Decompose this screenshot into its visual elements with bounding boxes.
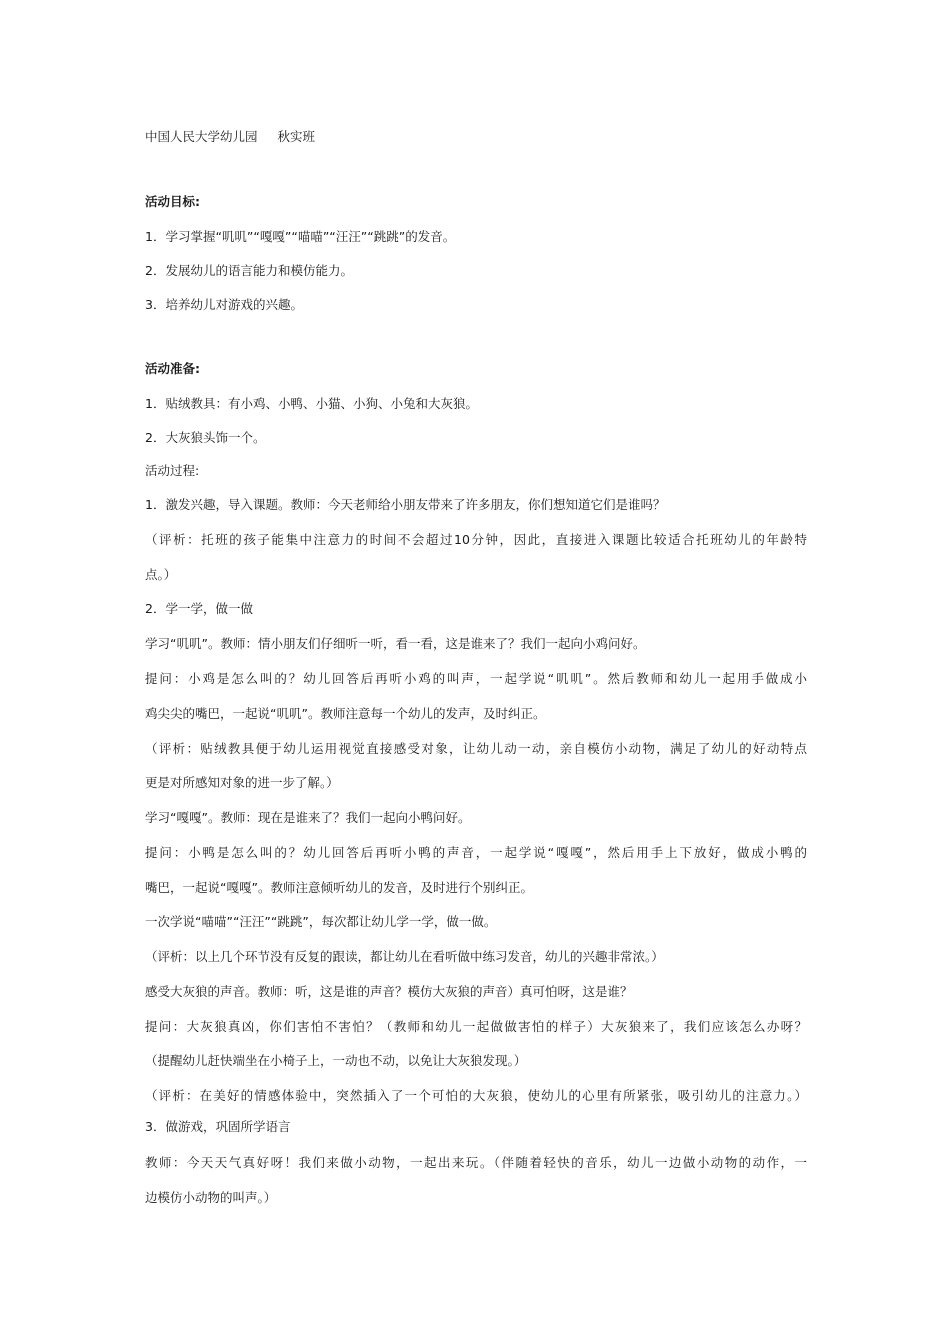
process-line: 一次学说“喵喵”“汪汪”“跳跳”，每次都让幼儿学一学，做一做。 [145, 914, 497, 929]
process-line: （评析：在美好的情感体验中，突然插入了一个可怕的大灰狼，使幼儿的心里有所紧张，吸引幼儿的注意力。） [145, 1088, 807, 1103]
process-line: 3．做游戏，巩固所学语言 [145, 1119, 291, 1134]
process-line: （提醒幼儿赶快端坐在小椅子上，一动也不动，以免让大灰狼发现。） [145, 1053, 527, 1068]
process-heading: 活动过程: [145, 463, 200, 478]
goals-heading: 活动目标: [145, 194, 200, 209]
goal-item: 3．培养幼儿对游戏的兴趣。 [145, 297, 303, 312]
process-line: 更是对所感知对象的进一步了解。） [145, 775, 339, 790]
goal-item: 1．学习掌握“叽叽”“嘎嘎”“喵喵”“汪汪”“跳跳”的发音。 [145, 229, 456, 244]
process-line: 嘴巴，一起说“嘎嘎”。教师注意倾听幼儿的发音，及时进行个别纠正。 [145, 880, 533, 895]
process-line: 感受大灰狼的声音。教师：听，这是谁的声音？模仿大灰狼的声音）真可怕呀，这是谁？ [145, 984, 633, 999]
process-line: （评析：托班的孩子能集中注意力的时间不会超过10分钟，因此，直接进入课题比较适合托班幼儿的年龄特 [145, 532, 807, 547]
process-line: （评析：以上几个环节没有反复的跟读，都让幼儿在看听做中练习发音，幼儿的兴趣非常浓。） [145, 949, 664, 964]
process-line: 1．激发兴趣，导入课题。教师：今天老师给小朋友带来了许多朋友，你们想知道它们是谁吗？ [145, 497, 666, 512]
process-line: （评析：贴绒教具便于幼儿运用视觉直接感受对象，让幼儿动一动，亲自模仿小动物，满足了幼儿的好动特点 [145, 741, 807, 756]
process-line: 提问：小鸭是怎么叫的？幼儿回答后再听小鸭的声音，一起学说“嘎嘎”，然后用手上下放好，做成小鸭的 [145, 845, 807, 860]
process-line: 点。） [145, 567, 177, 582]
header-line [145, 128, 315, 146]
class-name: 秋实班 [277, 129, 316, 144]
preparation-heading: 活动准备: [145, 361, 200, 376]
process-line: 边模仿小动物的叫声。） [145, 1190, 277, 1205]
preparation-item: 1．贴绒教具：有小鸡、小鸭、小猫、小狗、小兔和大灰狼。 [145, 396, 478, 411]
school-name: 中国人民大学幼儿园 [145, 129, 258, 144]
process-line: 学习“嘎嘎”。教师：现在是谁来了？我们一起向小鸭问好。 [145, 810, 471, 825]
process-line: 2．学一学，做一做 [145, 601, 253, 616]
process-line: 教师：今天天气真好呀！我们来做小动物，一起出来玩。（伴随着轻快的音乐，幼儿一边做小动物的动作，一 [145, 1155, 807, 1170]
preparation-item: 2．大灰狼头饰一个。 [145, 430, 266, 445]
process-line: 提问：大灰狼真凶，你们害怕不害怕？（教师和幼儿一起做做害怕的样子）大灰狼来了，我们应该怎么办呀？ [145, 1019, 807, 1034]
goal-item: 2．发展幼儿的语言能力和模仿能力。 [145, 263, 353, 278]
process-line: 鸡尖尖的嘴巴，一起说“叽叽”。教师注意每一个幼儿的发声，及时纠正。 [145, 706, 546, 721]
process-line: 提问：小鸡是怎么叫的？幼儿回答后再听小鸡的叫声，一起学说“叽叽”。然后教师和幼儿一起用手做成小 [145, 671, 807, 686]
process-line: 学习“叽叽”。教师：情小朋友们仔细听一听，看一看，这是谁来了？我们一起向小鸡问好。 [145, 636, 646, 651]
